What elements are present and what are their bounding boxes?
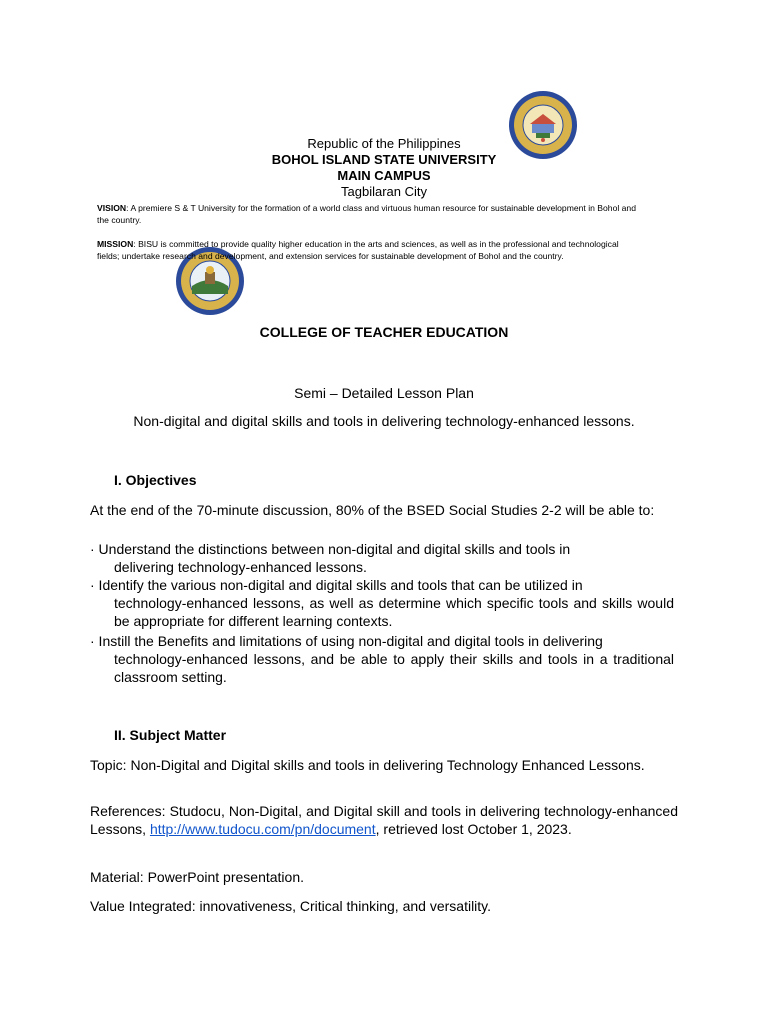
objectives-intro: At the end of the 70-minute discussion, 80% of the BSED Social Studies 2-2 will be able to:: [90, 502, 655, 518]
city-name: Tagbilaran City: [341, 184, 427, 199]
objective-item-continued: delivering technology-enhanced lessons.: [114, 559, 367, 575]
mission-label: MISSION: [97, 239, 134, 249]
objective-item-line: · Identify the various non-digital and digital skills and tools that can be utilized in: [90, 577, 583, 593]
vision-label: VISION: [97, 203, 127, 213]
plan-type-title: Semi – Detailed Lesson Plan: [294, 385, 474, 401]
mission-statement: [97, 238, 657, 262]
objective-item: [90, 576, 674, 630]
references-suffix: , retrieved lost October 1, 2023.: [375, 821, 572, 837]
objective-item-line: · Understand the distinctions between non-digital and digital skills and tools in: [90, 541, 571, 557]
mission-text: : BISU is committed to provide quality higher education in the arts and sciences, as well as in the professional and technological: [133, 239, 619, 249]
objective-item-continued: technology-enhanced lessons, as well as determine which specific tools and skills would be appropriate for different learning contexts.: [114, 595, 674, 629]
republic-line: Republic of the Philippines: [307, 136, 461, 151]
subject-topic: Topic: Non-Digital and Digital skills and tools in delivering Technology Enhanced Lessons.: [90, 757, 645, 773]
objective-item: [90, 540, 674, 576]
vision-statement: [97, 202, 657, 226]
objective-item: [90, 632, 674, 686]
objective-item-line: · Instill the Benefits and limitations of using non-digital and digital tools in delivering: [90, 633, 603, 649]
subject-values: Value Integrated: innovativeness, Critical thinking, and versatility.: [90, 898, 492, 914]
lesson-title: Non-digital and digital skills and tools in delivering technology-enhanced lessons.: [133, 413, 635, 429]
vision-text: : A premiere S & T University for the formation of a world class and virtuous human resource for sustainable development in Bohol and: [126, 203, 636, 213]
vision-text-continued: the country.: [97, 215, 142, 225]
references-link[interactable]: http://www.tudocu.com/pn/document: [149, 821, 376, 837]
college-title: COLLEGE OF TEACHER EDUCATION: [259, 324, 509, 340]
university-name: BOHOL ISLAND STATE UNIVERSITY: [271, 152, 497, 167]
objective-item-continued: technology-enhanced lessons, and be able to apply their skills and tools in a traditional classroom setting.: [114, 651, 674, 685]
university-header: [0, 136, 768, 200]
references-text: References: Studocu, Non-Digital, and Digital skill and tools in delivering technology-enhanced Lessons,: [90, 803, 678, 837]
subject-material: Material: PowerPoint presentation.: [90, 869, 304, 885]
subject-references: [90, 802, 678, 838]
campus-name: MAIN CAMPUS: [337, 168, 431, 183]
mission-text-continued: fields; undertake research and development, and extension services for sustainable development of Bohol and the country.: [97, 251, 564, 261]
objectives-heading: I. Objectives: [114, 472, 197, 488]
subject-matter-heading: II. Subject Matter: [114, 727, 227, 743]
